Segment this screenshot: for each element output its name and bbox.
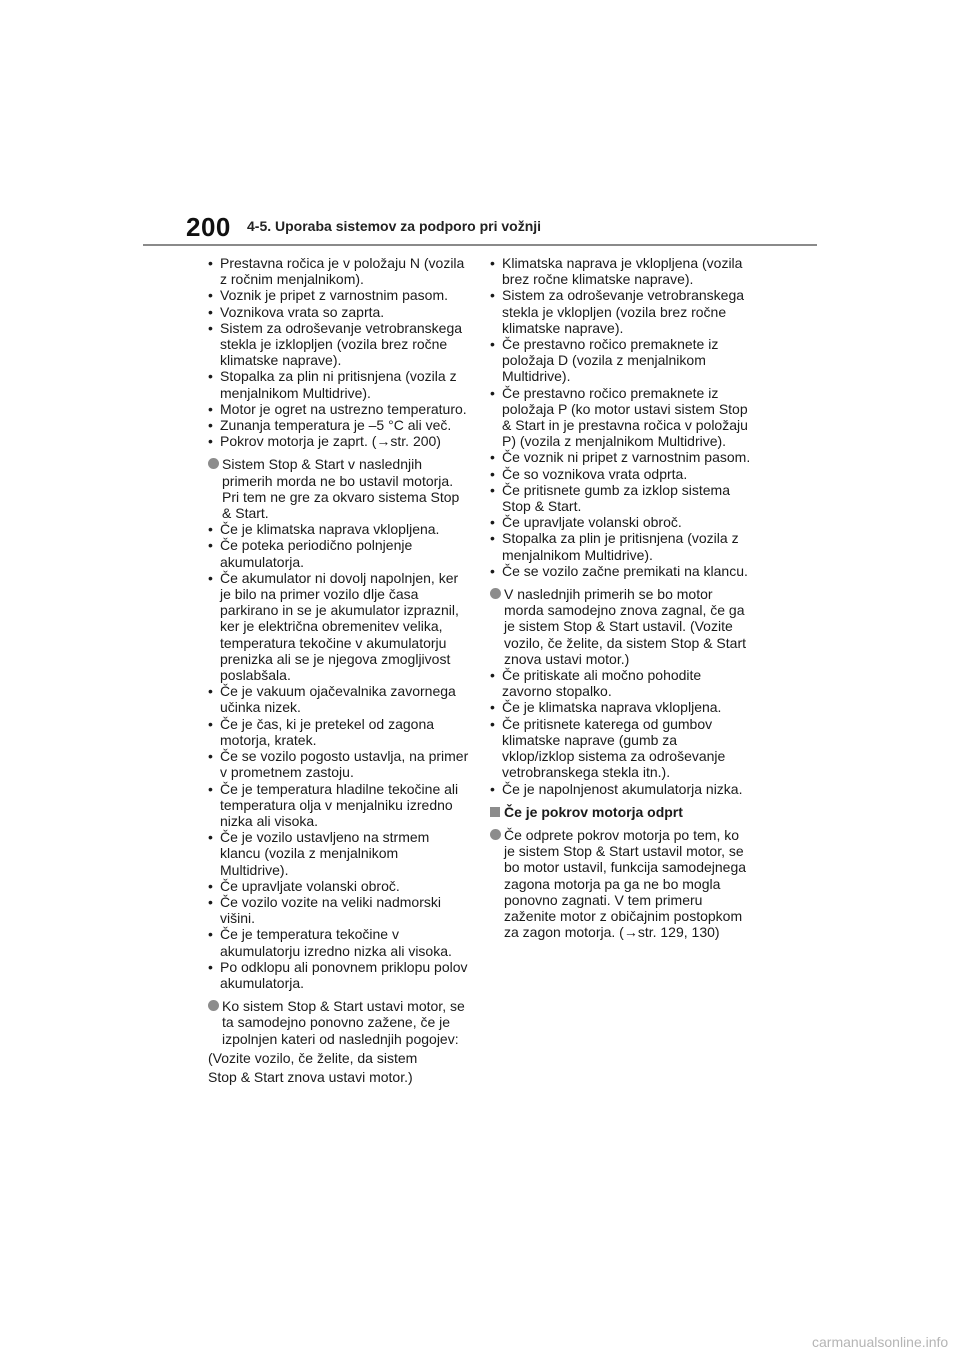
note-text: Ko sistem Stop & Start ustavi motor, se ta samodejno ponovno zažene, če je izpolnjen kateri od naslednjih pogojev:	[222, 998, 465, 1047]
subsection-heading	[490, 804, 752, 820]
list-item: • Če prestavno ročico premaknete iz položaja P (ko motor ustavi sistem Stop & Start in je prestavna ročica v položaju P) (vozila z menjalnikom Multidrive).	[490, 385, 752, 450]
left-column	[208, 255, 470, 1085]
note-circle	[208, 998, 470, 1047]
list-item: • Če je temperatura tekočine v akumulatorju izredno nizka ali visoka.	[208, 926, 470, 958]
list-item: • Voznikova vrata so zaprta.	[208, 304, 470, 320]
list-item: • Če je vozilo ustavljeno na strmem klancu (vozila z menjalnikom Multidrive).	[208, 829, 470, 878]
circle-bullet-icon	[490, 588, 501, 599]
list-item: • Če voznik ni pripet z varnostnim pasom.	[490, 449, 752, 465]
right-column	[490, 255, 752, 940]
list-item: • Če akumulator ni dovolj napolnjen, ker je bilo na primer vozilo dlje časa parkirano in se je akumulator izpraznil, ker je električna obremenitev velika, temperatura tekočine v akumulatorju prenizka ali se je njegova zmogljivost poslabšala.	[208, 570, 470, 683]
list-item: • Motor je ogret na ustrezno temperaturo.	[208, 401, 470, 417]
circle-bullet-icon	[490, 829, 501, 840]
note-circle	[490, 586, 752, 667]
header-divider	[143, 244, 817, 246]
list-item: • Pokrov motorja je zaprt. (→str. 200)	[208, 433, 470, 449]
page-header	[0, 0, 960, 250]
list-item: • Zunanja temperatura je –5 °C ali več.	[208, 417, 470, 433]
list-item: • Če je klimatska naprava vklopljena.	[490, 699, 752, 715]
list-item: • Če upravljate volanski obroč.	[490, 514, 752, 530]
right-list-conditions	[490, 255, 752, 579]
list-item: • Če vozilo vozite na veliki nadmorski višini.	[208, 894, 470, 926]
list-item: • Stopalka za plin ni pritisnjena (vozila z menjalnikom Multidrive).	[208, 368, 470, 400]
note-circle	[490, 827, 752, 940]
list-item: • Če so voznikova vrata odprta.	[490, 466, 752, 482]
list-item: • Voznik je pripet z varnostnim pasom.	[208, 287, 470, 303]
list-item: • Stopalka za plin je pritisnjena (vozila z menjalnikom Multidrive).	[490, 530, 752, 562]
list-item: • Če pritisnete katerega od gumbov klimatske naprave (gumb za vklop/izklop sistema za odroševanje vetrobranskega stekla itn.).	[490, 716, 752, 781]
circle-bullet-icon	[208, 458, 219, 469]
square-bullet-icon	[490, 807, 500, 817]
list-item: • Če je klimatska naprava vklopljena.	[208, 521, 470, 537]
list-item: • Če je vakuum ojačevalnika zavornega učinka nizek.	[208, 683, 470, 715]
list-item: • Če je temperatura hladilne tekočine ali temperatura olja v menjalniku izredno nizka ali visoka.	[208, 781, 470, 830]
note-text: Če odprete pokrov motorja po tem, ko je sistem Stop & Start ustavil motor, se bo motor ustavil, funkcija samodejnega zagona motorja pa ga ne bo mogla ponovno zagnati. V tem primeru zaženite motor z običajnim postopkom za zagon motorja. (→str. 129, 130)	[504, 826, 747, 941]
note-circle	[208, 456, 470, 521]
list-item: • Če upravljate volanski obroč.	[208, 878, 470, 894]
page-number: 200	[186, 212, 231, 242]
list-item: • Če je napolnjenost akumulatorja nizka.	[490, 781, 752, 797]
list-item: • Če je čas, ki je pretekel od zagona motorja, kratek.	[208, 716, 470, 748]
list-item: • Če se vozilo pogosto ustavlja, na primer v prometnem zastoju.	[208, 748, 470, 780]
circle-bullet-icon	[208, 1000, 219, 1011]
list-item: • Sistem za odroševanje vetrobranskega stekla je izklopljen (vozila brez ročne klimatske naprave).	[208, 320, 470, 369]
heading-text: Če je pokrov motorja odprt	[504, 803, 683, 820]
list-item: • Če se vozilo začne premikati na klancu.	[490, 563, 752, 579]
list-item: • Če pritiskate ali močno pohodite zavorno stopalko.	[490, 667, 752, 699]
plain-text: (Vozite vozilo, če želite, da sistem	[208, 1049, 418, 1066]
list-item: • Če poteka periodično polnjenje akumulatorja.	[208, 537, 470, 569]
list-item: • Če prestavno ročico premaknete iz položaja D (vozila z menjalnikom Multidrive).	[490, 336, 752, 385]
left-list-conditions	[208, 255, 470, 449]
list-item: • Po odklopu ali ponovnem priklopu polov akumulatorja.	[208, 959, 470, 991]
right-list-restart	[490, 667, 752, 797]
watermark-text: carmanualsonline.info	[812, 1334, 949, 1350]
list-item: • Sistem za odroševanje vetrobranskega stekla je vklopljen (vozila brez ročne klimatske naprave).	[490, 287, 752, 336]
note-text: Sistem Stop & Start v naslednjih primerih morda ne bo ustavil motorja. Pri tem ne gre za okvaro sistema Stop & Start.	[222, 456, 460, 522]
list-item: • Prestavna ročica je v položaju N (vozila z ročnim menjalnikom).	[208, 255, 470, 287]
list-item: • Klimatska naprava je vklopljena (vozila brez ročne klimatske naprave).	[490, 255, 752, 287]
list-item: • Če pritisnete gumb za izklop sistema Stop & Start.	[490, 482, 752, 514]
left-list-exceptions	[208, 521, 470, 991]
note-text: V naslednjih primerih se bo motor morda samodejno znova zagnal, če ga je sistem Stop & Start ustavil. (Vozite vozilo, če želite, da sistem Stop & Start znova ustavi motor.)	[504, 586, 746, 667]
plain-text: Stop & Start znova ustavi motor.)	[208, 1068, 413, 1085]
section-title: 4-5. Uporaba sistemov za podporo pri vožnji	[247, 218, 542, 234]
